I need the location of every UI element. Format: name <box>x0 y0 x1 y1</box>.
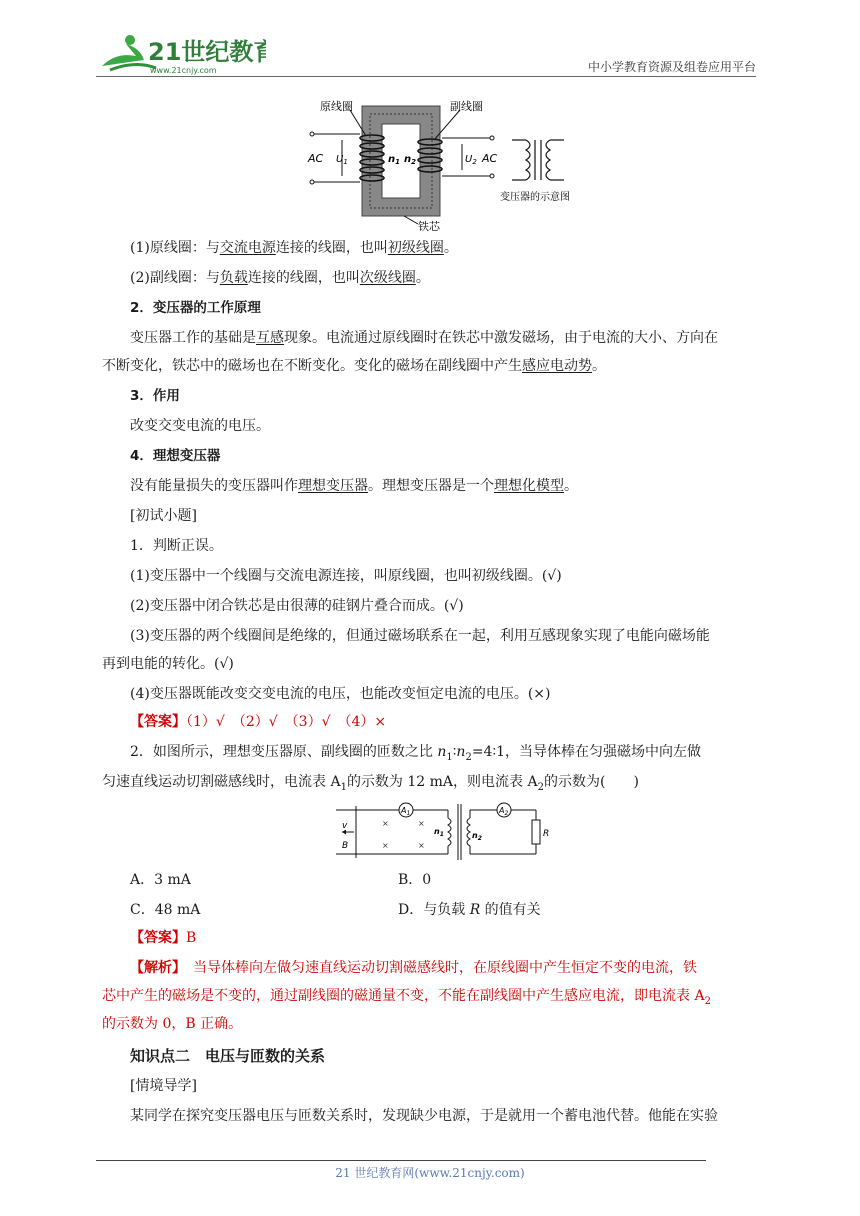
option-a: A．3 mA <box>130 872 191 888</box>
primary-coil-label: 原线圈 <box>320 100 353 113</box>
footer-link[interactable]: 21 世纪教育网(www.21cnjy.com) <box>335 1166 525 1180</box>
field-label: B <box>342 841 349 851</box>
question-1-item-1: (1)变压器中一个线圈与交流电源连接，叫原线圈，也叫初级线圈。(√) <box>130 568 562 584</box>
schematic-caption: 变压器的示意图 <box>500 192 570 203</box>
explanation-1: 【解析】 当导体棒向左做匀速直线运动切割磁感线时，在原线圈中产生恒定不变的电流，铁 <box>130 960 697 976</box>
n2-label: $n_2$ <box>472 831 482 842</box>
footer-divider <box>96 1160 706 1161</box>
core-label: 铁芯 <box>418 220 440 233</box>
question-2b: 匀速直线运动切割磁感线时，电流表 $A_1$的示数为 12 mA，则电流表 $A_2$的示数为( ) <box>102 774 639 793</box>
field-cross: × <box>382 841 389 850</box>
ammeter-a1-label: $A_1$ <box>401 806 411 817</box>
ammeter-a2-label: $A_2$ <box>499 806 509 817</box>
primary-coil-def: (1)原线圈：与交流电源连接的线圈，也叫初级线圈。 <box>130 240 458 256</box>
ac-left-label: AC <box>308 152 324 165</box>
secondary-coil-label: 副线圈 <box>450 100 483 113</box>
option-b: B．0 <box>398 872 432 888</box>
logo-url: www.21cnjy.com <box>150 66 217 75</box>
answer-1: 【答案】（1）√ （2）√ （3）√ （4）× <box>130 714 387 730</box>
guide-heading: [情境导学] <box>130 1078 197 1094</box>
secondary-coil-def: (2)副线圈：与负载连接的线圈，也叫次级线圈。 <box>130 270 430 286</box>
resistor-label: R <box>543 829 550 839</box>
velocity-label: v <box>342 821 348 831</box>
explanation-3: 的示数为 0，B 正确。 <box>102 1016 243 1032</box>
explanation-2: 芯中产生的磁场是不变的，通过副线圈的磁通量不变，不能在副线圈中产生感应电流，即电流表 $A_2$ <box>102 988 711 1007</box>
answer-2: 【答案】B <box>130 930 197 946</box>
transformer-figure <box>300 96 600 236</box>
field-cross: × <box>418 819 425 828</box>
schematic-symbol <box>512 140 564 180</box>
principle-para-2: 不断变化，铁芯中的磁场也在不断变化。变化的磁场在副线圈中产生感应电动势。 <box>102 358 606 374</box>
heading-principle: 2．变压器的工作原理 <box>130 300 261 316</box>
site-logo <box>96 30 266 78</box>
question-1-item-3b: 再到电能的转化。(√) <box>102 656 234 672</box>
guide-paragraph: 某同学在探究变压器电压与匝数关系时，发现缺少电源，于是就用一个蓄电池代替。他能在实验 <box>130 1108 718 1124</box>
platform-name: 中小学教育资源及组卷应用平台 <box>587 60 756 74</box>
knowledge-point-2-title: 知识点二 电压与匝数的关系 <box>130 1047 326 1065</box>
rod-circuit-figure <box>336 798 556 862</box>
question-1-item-4: (4)变压器既能改变交变电流的电压，也能改变恒定电流的电压。(×) <box>130 686 551 702</box>
question-1: 1．判断正误。 <box>130 538 223 554</box>
header-divider <box>96 76 756 77</box>
u1-label: $U_1$ <box>336 154 348 166</box>
principle-para-1: 变压器工作的基础是互感现象。电流通过原线圈时在铁芯中激发磁场，由于电流的大小、方向在 <box>130 330 718 346</box>
option-d: D．与负载 R 的值有关 <box>398 902 541 918</box>
function-para: 改变交变电流的电压。 <box>130 418 270 434</box>
ac-right-label: AC <box>482 152 498 165</box>
field-cross: × <box>418 841 425 850</box>
ideal-para: 没有能量损失的变压器叫作理想变压器。理想变压器是一个理想化模型。 <box>130 478 578 494</box>
u2-label: $U_2$ <box>465 154 477 166</box>
heading-function: 3．作用 <box>130 388 180 404</box>
logo-text: 21世纪教育 <box>148 38 266 66</box>
n1-label: $n_1$ <box>434 827 444 838</box>
field-cross: × <box>382 819 389 828</box>
question-1-item-3a: (3)变压器的两个线圈间是绝缘的，但通过磁场联系在一起，利用互感现象实现了电能向磁场能 <box>130 628 710 644</box>
option-c: C．48 mA <box>130 902 201 918</box>
question-2a: 2．如图所示，理想变压器原、副线圈的匝数之比 $n_1∶n_2=4∶1$，当导体棒在匀强磁场中向左做 <box>130 744 702 763</box>
try-heading: [初试小题] <box>130 508 197 524</box>
heading-ideal: 4．理想变压器 <box>130 448 221 464</box>
n1-label: $n_1$ <box>388 154 400 166</box>
n2-label: $n_2$ <box>404 154 416 166</box>
question-1-item-2: (2)变压器中闭合铁芯是由很薄的硅钢片叠合而成。(√) <box>130 598 464 614</box>
